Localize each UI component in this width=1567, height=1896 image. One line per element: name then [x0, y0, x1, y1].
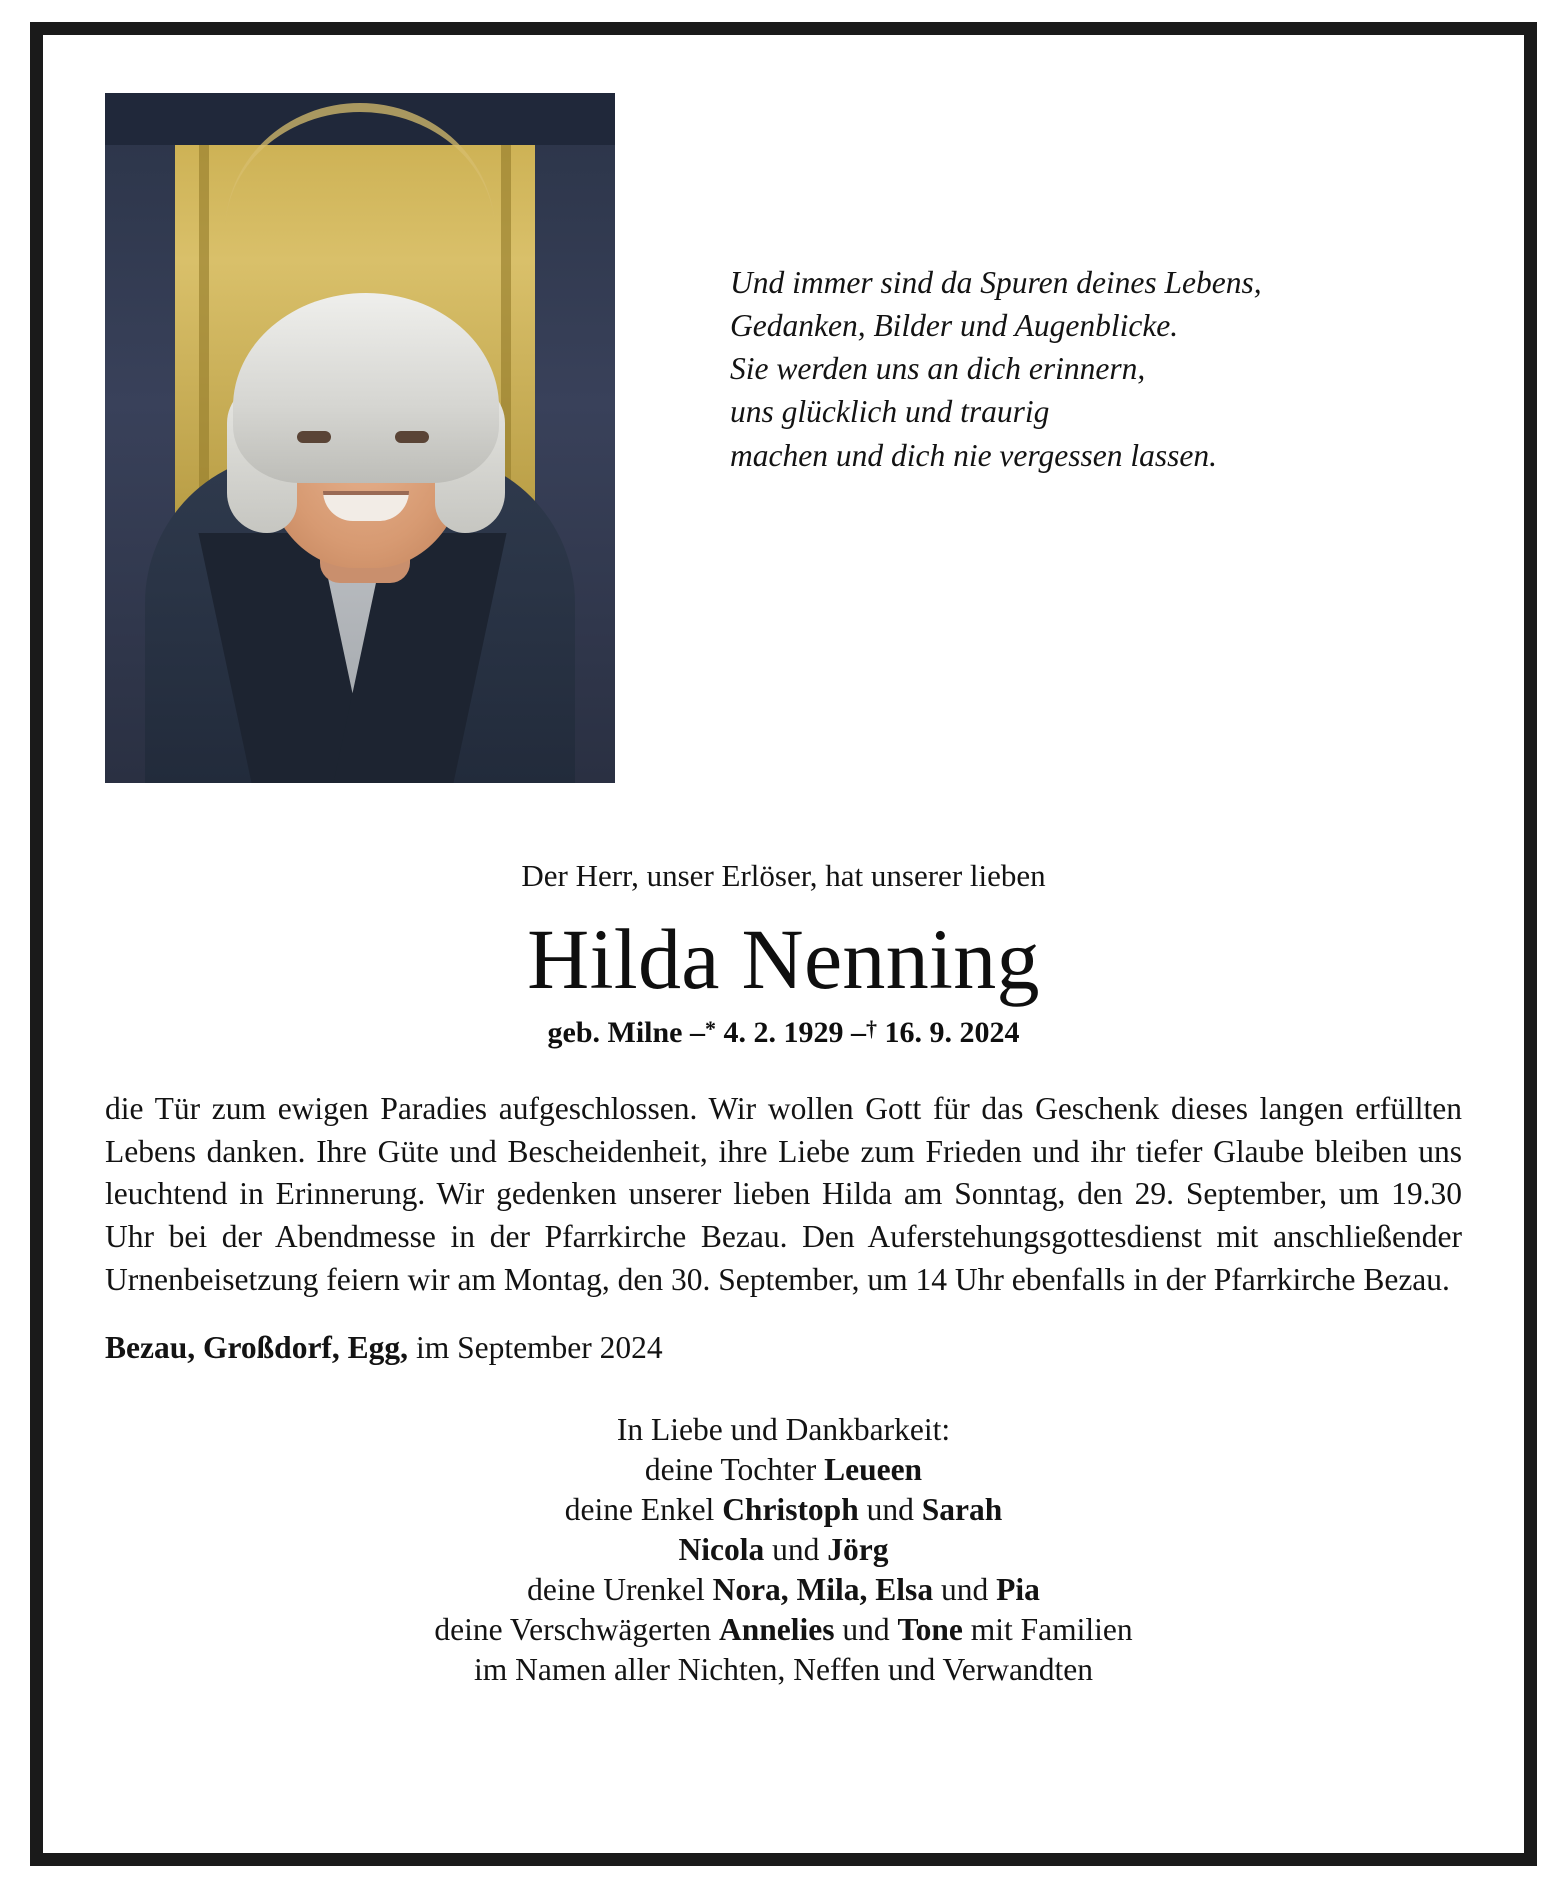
mourner-name-2: Tone — [897, 1611, 963, 1647]
portrait-eye-right — [395, 431, 429, 443]
mourners-section — [105, 1410, 1462, 1690]
mourner-prefix: deine Tochter — [644, 1451, 825, 1487]
memorial-verse — [615, 93, 1462, 477]
portrait-photo — [105, 93, 615, 783]
death-date: 16. 9. 2024 — [884, 1015, 1020, 1049]
mourner-line — [105, 1570, 1462, 1610]
verse-line-2: Gedanken, Bilder und Augenblicke. — [730, 308, 1179, 344]
death-symbol: † — [866, 1015, 877, 1041]
dates-separator-1: – — [690, 1015, 705, 1049]
birth-date: 4. 2. 1929 — [723, 1015, 844, 1049]
places-suffix: im September 2024 — [408, 1329, 663, 1365]
portrait-container — [105, 93, 615, 783]
header-section — [105, 93, 1462, 783]
dates-separator-2: – — [851, 1015, 866, 1049]
deceased-name: Hilda Nenning — [527, 911, 1040, 1007]
mourner-line — [105, 1490, 1462, 1530]
mourner-prefix: deine Verschwägerten — [434, 1611, 719, 1647]
mourner-mid: und — [764, 1531, 828, 1567]
mourner-mid: und — [933, 1571, 997, 1607]
portrait-eye-left — [297, 431, 331, 443]
mourner-name: Annelies — [718, 1611, 835, 1647]
mourner-name-2: Sarah — [921, 1491, 1003, 1527]
mourner-line — [105, 1530, 1462, 1570]
mourner-name: Leueen — [824, 1451, 923, 1487]
mourner-line — [105, 1610, 1462, 1650]
obituary-body: die Tür zum ewigen Paradies aufgeschlossen. Wir wollen Gott für das Geschenk dieses langen erfüllten Lebens danken. Ihre Güte und Bescheidenheit, ihre Liebe zum Frieden und ihr tiefer Glaube bleiben uns leuchtend in Erinnerung. Wir gedenken unserer lieben Hilda am Sonntag, den 29. September, um 19.30 Uhr bei der Abendmesse in der Pfarrkirche Bezau. Den Auferstehungsgottesdienst mit anschließender Urnenbeisetzung feiern wir am Montag, den 30. September, um 14 Uhr ebenfalls in der Pfarrkirche Bezau. — [105, 1090, 1462, 1298]
places-and-date — [105, 1330, 1462, 1366]
verse-line-3: Sie werden uns an dich erinnern, — [730, 351, 1146, 387]
mourner-line — [105, 1650, 1462, 1690]
lead-line: Der Herr, unser Erlöser, hat unserer lieben — [521, 858, 1046, 893]
mourner-prefix: deine Urenkel — [527, 1571, 713, 1607]
mourner-suffix: mit Familien — [962, 1611, 1133, 1647]
mourner-mid: und — [858, 1491, 922, 1527]
obituary-content — [43, 35, 1524, 1853]
verse-line-5: machen und dich nie vergessen lassen. — [730, 437, 1217, 473]
mourner-prefix: deine Enkel — [564, 1491, 723, 1527]
places: Bezau, Großdorf, Egg, — [105, 1329, 409, 1365]
obituary-card — [30, 22, 1537, 1866]
mourner-name: Nora, Mila, Elsa — [712, 1571, 934, 1607]
mourner-closing: im Namen aller Nichten, Neffen und Verwandten — [473, 1651, 1093, 1687]
maiden-name: geb. Milne — [547, 1015, 683, 1049]
mourner-name: Nicola — [678, 1531, 765, 1567]
birth-symbol: * — [705, 1015, 716, 1041]
life-dates — [105, 1016, 1462, 1050]
mourner-name: Christoph — [722, 1491, 859, 1527]
mourner-name-2: Pia — [996, 1571, 1040, 1607]
mourner-mid: und — [834, 1611, 898, 1647]
mourners-heading: In Liebe und Dankbarkeit: — [616, 1411, 951, 1447]
mourner-name-2: Jörg — [827, 1531, 889, 1567]
verse-line-1: Und immer sind da Spuren deines Lebens, — [730, 265, 1262, 300]
mourner-line — [105, 1450, 1462, 1490]
verse-line-4: uns glücklich und traurig — [730, 394, 1050, 430]
